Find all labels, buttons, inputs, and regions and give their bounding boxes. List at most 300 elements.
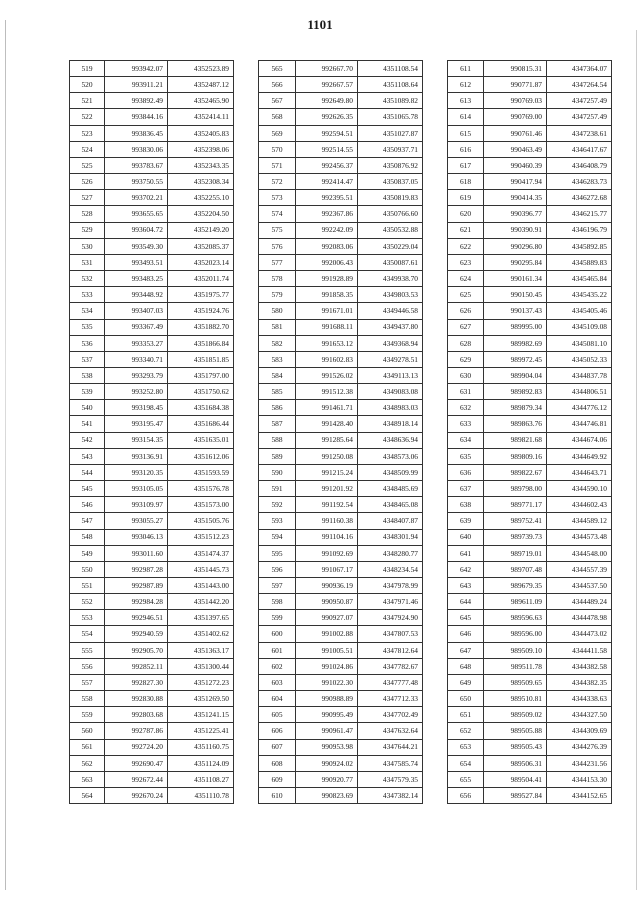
y-coordinate: 4347924.90 — [358, 610, 423, 626]
point-number: 545 — [70, 481, 105, 497]
table-row — [448, 529, 612, 545]
table-row — [448, 432, 612, 448]
point-number: 583 — [259, 351, 296, 367]
y-coordinate: 4344382.35 — [547, 674, 612, 690]
y-coordinate: 4344649.92 — [547, 448, 612, 464]
x-coordinate: 992787.86 — [105, 723, 168, 739]
y-coordinate: 4351866.84 — [168, 335, 234, 351]
table-row — [259, 707, 423, 723]
point-number: 551 — [70, 578, 105, 594]
table-row — [70, 157, 234, 173]
point-number: 540 — [70, 400, 105, 416]
x-coordinate: 989611.09 — [484, 594, 547, 610]
x-coordinate: 992083.06 — [296, 238, 358, 254]
table-row — [448, 561, 612, 577]
table-row — [259, 464, 423, 480]
table-row — [259, 109, 423, 125]
x-coordinate: 993844.16 — [105, 109, 168, 125]
point-number: 615 — [448, 125, 484, 141]
table-row — [448, 464, 612, 480]
point-number: 578 — [259, 271, 296, 287]
y-coordinate: 4352023.14 — [168, 254, 234, 270]
y-coordinate: 4352308.34 — [168, 174, 234, 190]
y-coordinate: 4347644.21 — [358, 739, 423, 755]
point-number: 596 — [259, 561, 296, 577]
table-row — [70, 642, 234, 658]
table-row — [259, 77, 423, 93]
point-number: 604 — [259, 691, 296, 707]
table-row — [70, 674, 234, 690]
table-row — [259, 513, 423, 529]
point-number: 563 — [70, 771, 105, 787]
y-coordinate: 4351593.59 — [168, 464, 234, 480]
y-coordinate: 4351612.06 — [168, 448, 234, 464]
point-number: 579 — [259, 287, 296, 303]
y-coordinate: 4346283.73 — [547, 174, 612, 190]
x-coordinate: 989904.04 — [484, 367, 547, 383]
table-row — [259, 578, 423, 594]
x-coordinate: 989504.41 — [484, 771, 547, 787]
y-coordinate: 4351241.15 — [168, 707, 234, 723]
y-coordinate: 4351363.17 — [168, 642, 234, 658]
y-coordinate: 4344382.58 — [547, 658, 612, 674]
y-coordinate: 4350766.60 — [358, 206, 423, 222]
point-number: 599 — [259, 610, 296, 626]
y-coordinate: 4351397.65 — [168, 610, 234, 626]
y-coordinate: 4351027.87 — [358, 125, 423, 141]
y-coordinate: 4352465.90 — [168, 93, 234, 109]
x-coordinate: 992649.80 — [296, 93, 358, 109]
point-number: 570 — [259, 141, 296, 157]
y-coordinate: 4348573.06 — [358, 448, 423, 464]
point-number: 592 — [259, 497, 296, 513]
point-number: 620 — [448, 206, 484, 222]
y-coordinate: 4344674.06 — [547, 432, 612, 448]
table-row — [259, 157, 423, 173]
table-row — [448, 400, 612, 416]
y-coordinate: 4351505.76 — [168, 513, 234, 529]
table-row — [448, 481, 612, 497]
x-coordinate: 989509.10 — [484, 642, 547, 658]
y-coordinate: 4351851.85 — [168, 351, 234, 367]
y-coordinate: 4344837.78 — [547, 367, 612, 383]
table-row — [70, 367, 234, 383]
point-number: 531 — [70, 254, 105, 270]
y-coordinate: 4347264.54 — [547, 77, 612, 93]
x-coordinate: 990988.89 — [296, 691, 358, 707]
x-coordinate: 991671.01 — [296, 303, 358, 319]
table-row — [70, 707, 234, 723]
point-number: 524 — [70, 141, 105, 157]
x-coordinate: 989719.01 — [484, 545, 547, 561]
y-coordinate: 4352343.35 — [168, 157, 234, 173]
y-coordinate: 4345892.85 — [547, 238, 612, 254]
x-coordinate: 989982.69 — [484, 335, 547, 351]
x-coordinate: 990417.94 — [484, 174, 547, 190]
y-coordinate: 4346272.68 — [547, 190, 612, 206]
y-coordinate: 4349803.53 — [358, 287, 423, 303]
point-number: 577 — [259, 254, 296, 270]
y-coordinate: 4350532.88 — [358, 222, 423, 238]
table-row — [70, 739, 234, 755]
y-coordinate: 4352405.83 — [168, 125, 234, 141]
table-row — [70, 61, 234, 77]
point-number: 645 — [448, 610, 484, 626]
x-coordinate: 993105.05 — [105, 481, 168, 497]
point-number: 631 — [448, 384, 484, 400]
y-coordinate: 4346215.77 — [547, 206, 612, 222]
y-coordinate: 4352204.50 — [168, 206, 234, 222]
point-number: 598 — [259, 594, 296, 610]
x-coordinate: 989596.63 — [484, 610, 547, 626]
point-number: 638 — [448, 497, 484, 513]
point-number: 548 — [70, 529, 105, 545]
x-coordinate: 990390.91 — [484, 222, 547, 238]
x-coordinate: 993604.72 — [105, 222, 168, 238]
point-number: 586 — [259, 400, 296, 416]
table-row — [448, 141, 612, 157]
point-number: 648 — [448, 658, 484, 674]
table-row — [448, 109, 612, 125]
table-row — [448, 626, 612, 642]
point-number: 527 — [70, 190, 105, 206]
point-number: 654 — [448, 755, 484, 771]
table-row — [259, 416, 423, 432]
point-number: 576 — [259, 238, 296, 254]
point-number: 538 — [70, 367, 105, 383]
point-number: 594 — [259, 529, 296, 545]
x-coordinate: 993136.91 — [105, 448, 168, 464]
x-coordinate: 991512.38 — [296, 384, 358, 400]
y-coordinate: 4350819.83 — [358, 190, 423, 206]
y-coordinate: 4351684.38 — [168, 400, 234, 416]
y-coordinate: 4351124.09 — [168, 755, 234, 771]
x-coordinate: 989771.17 — [484, 497, 547, 513]
table-row — [448, 788, 612, 804]
table-row — [259, 400, 423, 416]
table-row — [259, 545, 423, 561]
table-row — [70, 464, 234, 480]
y-coordinate: 4347632.64 — [358, 723, 423, 739]
point-number: 529 — [70, 222, 105, 238]
y-coordinate: 4344590.10 — [547, 481, 612, 497]
table-row — [448, 610, 612, 626]
table-row — [448, 658, 612, 674]
x-coordinate: 993046.13 — [105, 529, 168, 545]
y-coordinate: 4351160.75 — [168, 739, 234, 755]
point-number: 574 — [259, 206, 296, 222]
y-coordinate: 4347971.46 — [358, 594, 423, 610]
x-coordinate: 990295.84 — [484, 254, 547, 270]
x-coordinate: 989863.76 — [484, 416, 547, 432]
point-number: 526 — [70, 174, 105, 190]
page-number: 1101 — [307, 17, 333, 32]
table-row — [70, 497, 234, 513]
x-coordinate: 990137.43 — [484, 303, 547, 319]
y-coordinate: 4349368.94 — [358, 335, 423, 351]
x-coordinate: 993830.06 — [105, 141, 168, 157]
x-coordinate: 990995.49 — [296, 707, 358, 723]
y-coordinate: 4351443.00 — [168, 578, 234, 594]
x-coordinate: 991688.11 — [296, 319, 358, 335]
y-coordinate: 4344602.43 — [547, 497, 612, 513]
y-coordinate: 4344153.30 — [547, 771, 612, 787]
point-number: 600 — [259, 626, 296, 642]
y-coordinate: 4344537.50 — [547, 578, 612, 594]
y-coordinate: 4349938.70 — [358, 271, 423, 287]
table-row — [259, 287, 423, 303]
point-number: 637 — [448, 481, 484, 497]
x-coordinate: 990815.31 — [484, 61, 547, 77]
x-coordinate: 993836.45 — [105, 125, 168, 141]
point-number: 611 — [448, 61, 484, 77]
y-coordinate: 4347257.49 — [547, 93, 612, 109]
x-coordinate: 989822.67 — [484, 464, 547, 480]
table-row — [70, 222, 234, 238]
point-number: 630 — [448, 367, 484, 383]
x-coordinate: 992827.30 — [105, 674, 168, 690]
x-coordinate: 993293.79 — [105, 367, 168, 383]
y-coordinate: 4351108.27 — [168, 771, 234, 787]
y-coordinate: 4351686.44 — [168, 416, 234, 432]
y-coordinate: 4348918.14 — [358, 416, 423, 432]
y-coordinate: 4344473.02 — [547, 626, 612, 642]
table-row — [448, 319, 612, 335]
point-number: 581 — [259, 319, 296, 335]
y-coordinate: 4351225.41 — [168, 723, 234, 739]
x-coordinate: 993783.67 — [105, 157, 168, 173]
point-number: 646 — [448, 626, 484, 642]
y-coordinate: 4344548.00 — [547, 545, 612, 561]
point-number: 633 — [448, 416, 484, 432]
table-row — [448, 157, 612, 173]
x-coordinate: 991104.16 — [296, 529, 358, 545]
table-row — [259, 222, 423, 238]
y-coordinate: 4351797.00 — [168, 367, 234, 383]
x-coordinate: 993055.27 — [105, 513, 168, 529]
point-number: 644 — [448, 594, 484, 610]
y-coordinate: 4348465.08 — [358, 497, 423, 513]
table-row — [259, 335, 423, 351]
y-coordinate: 4351512.23 — [168, 529, 234, 545]
y-coordinate: 4350229.04 — [358, 238, 423, 254]
table-row — [70, 545, 234, 561]
point-number: 582 — [259, 335, 296, 351]
y-coordinate: 4351635.01 — [168, 432, 234, 448]
table-row — [448, 254, 612, 270]
point-number: 606 — [259, 723, 296, 739]
table-row — [448, 771, 612, 787]
table-row — [259, 771, 423, 787]
point-number: 651 — [448, 707, 484, 723]
x-coordinate: 992667.57 — [296, 77, 358, 93]
y-coordinate: 4351272.23 — [168, 674, 234, 690]
x-coordinate: 989995.00 — [484, 319, 547, 335]
point-number: 542 — [70, 432, 105, 448]
y-coordinate: 4351269.50 — [168, 691, 234, 707]
point-number: 561 — [70, 739, 105, 755]
table-row — [448, 287, 612, 303]
x-coordinate: 989506.31 — [484, 755, 547, 771]
table-row — [259, 658, 423, 674]
table-row — [70, 529, 234, 545]
table-row — [70, 77, 234, 93]
x-coordinate: 993367.49 — [105, 319, 168, 335]
point-number: 642 — [448, 561, 484, 577]
x-coordinate: 992987.28 — [105, 561, 168, 577]
y-coordinate: 4345081.10 — [547, 335, 612, 351]
x-coordinate: 990150.45 — [484, 287, 547, 303]
table-row — [448, 77, 612, 93]
table-row — [70, 93, 234, 109]
point-number: 590 — [259, 464, 296, 480]
y-coordinate: 4344327.50 — [547, 707, 612, 723]
x-coordinate: 991428.40 — [296, 416, 358, 432]
table-row — [259, 238, 423, 254]
point-number: 625 — [448, 287, 484, 303]
x-coordinate: 989972.45 — [484, 351, 547, 367]
point-number: 612 — [448, 77, 484, 93]
table-row — [70, 416, 234, 432]
x-coordinate: 989879.34 — [484, 400, 547, 416]
coordinate-table-2 — [258, 60, 423, 804]
x-coordinate: 992626.35 — [296, 109, 358, 125]
point-number: 565 — [259, 61, 296, 77]
y-coordinate: 4344746.81 — [547, 416, 612, 432]
point-number: 624 — [448, 271, 484, 287]
x-coordinate: 993892.49 — [105, 93, 168, 109]
y-coordinate: 4347364.07 — [547, 61, 612, 77]
point-number: 569 — [259, 125, 296, 141]
x-coordinate: 992594.51 — [296, 125, 358, 141]
table-row — [448, 238, 612, 254]
x-coordinate: 991653.12 — [296, 335, 358, 351]
y-coordinate: 4351750.62 — [168, 384, 234, 400]
table-row — [259, 561, 423, 577]
point-number: 597 — [259, 578, 296, 594]
point-number: 555 — [70, 642, 105, 658]
x-coordinate: 991024.86 — [296, 658, 358, 674]
x-coordinate: 989527.84 — [484, 788, 547, 804]
y-coordinate: 4351975.77 — [168, 287, 234, 303]
x-coordinate: 990460.39 — [484, 157, 547, 173]
table-row — [259, 674, 423, 690]
table-row — [70, 626, 234, 642]
point-number: 539 — [70, 384, 105, 400]
y-coordinate: 4352523.89 — [168, 61, 234, 77]
y-coordinate: 4344589.12 — [547, 513, 612, 529]
point-number: 525 — [70, 157, 105, 173]
x-coordinate: 992667.70 — [296, 61, 358, 77]
point-number: 626 — [448, 303, 484, 319]
y-coordinate: 4349113.13 — [358, 367, 423, 383]
coordinate-table-3 — [447, 60, 612, 804]
table-row — [70, 384, 234, 400]
point-number: 519 — [70, 61, 105, 77]
x-coordinate: 992367.86 — [296, 206, 358, 222]
point-number: 636 — [448, 464, 484, 480]
point-number: 627 — [448, 319, 484, 335]
table-row — [70, 351, 234, 367]
table-row — [259, 481, 423, 497]
point-number: 552 — [70, 594, 105, 610]
table-row — [259, 788, 423, 804]
table-row — [70, 788, 234, 804]
y-coordinate: 4349083.08 — [358, 384, 423, 400]
table-row — [448, 723, 612, 739]
table-row — [259, 594, 423, 610]
point-number: 587 — [259, 416, 296, 432]
x-coordinate: 993154.35 — [105, 432, 168, 448]
point-number: 608 — [259, 755, 296, 771]
table-row — [259, 626, 423, 642]
x-coordinate: 993195.47 — [105, 416, 168, 432]
y-coordinate: 4351110.78 — [168, 788, 234, 804]
point-number: 558 — [70, 691, 105, 707]
point-number: 520 — [70, 77, 105, 93]
point-number: 567 — [259, 93, 296, 109]
table-row — [448, 351, 612, 367]
x-coordinate: 993198.45 — [105, 400, 168, 416]
table-row — [70, 658, 234, 674]
point-number: 632 — [448, 400, 484, 416]
table-row — [448, 707, 612, 723]
y-coordinate: 4348636.94 — [358, 432, 423, 448]
table-row — [259, 319, 423, 335]
y-coordinate: 4344643.71 — [547, 464, 612, 480]
table-row — [448, 691, 612, 707]
x-coordinate: 989509.65 — [484, 674, 547, 690]
x-coordinate: 990953.98 — [296, 739, 358, 755]
table-row — [448, 416, 612, 432]
x-coordinate: 991858.35 — [296, 287, 358, 303]
x-coordinate: 991067.17 — [296, 561, 358, 577]
point-number: 523 — [70, 125, 105, 141]
x-coordinate: 992456.37 — [296, 157, 358, 173]
x-coordinate: 993011.60 — [105, 545, 168, 561]
table-row — [70, 271, 234, 287]
point-number: 568 — [259, 109, 296, 125]
point-number: 618 — [448, 174, 484, 190]
y-coordinate: 4351924.76 — [168, 303, 234, 319]
x-coordinate: 991285.64 — [296, 432, 358, 448]
x-coordinate: 990414.35 — [484, 190, 547, 206]
table-row — [448, 594, 612, 610]
x-coordinate: 990920.77 — [296, 771, 358, 787]
y-coordinate: 4351474.37 — [168, 545, 234, 561]
x-coordinate: 992987.89 — [105, 578, 168, 594]
x-coordinate: 989511.78 — [484, 658, 547, 674]
point-number: 562 — [70, 755, 105, 771]
x-coordinate: 989679.35 — [484, 578, 547, 594]
y-coordinate: 4352487.12 — [168, 77, 234, 93]
scan-edge-mark-right — [636, 30, 637, 890]
y-coordinate: 4344776.12 — [547, 400, 612, 416]
x-coordinate: 991022.30 — [296, 674, 358, 690]
table-row — [259, 529, 423, 545]
table-row — [448, 61, 612, 77]
x-coordinate: 991215.24 — [296, 464, 358, 480]
x-coordinate: 991192.54 — [296, 497, 358, 513]
point-number: 557 — [70, 674, 105, 690]
point-number: 619 — [448, 190, 484, 206]
y-coordinate: 4351445.73 — [168, 561, 234, 577]
table-row — [70, 190, 234, 206]
x-coordinate: 991928.89 — [296, 271, 358, 287]
x-coordinate: 992940.59 — [105, 626, 168, 642]
x-coordinate: 990823.69 — [296, 788, 358, 804]
x-coordinate: 993252.80 — [105, 384, 168, 400]
